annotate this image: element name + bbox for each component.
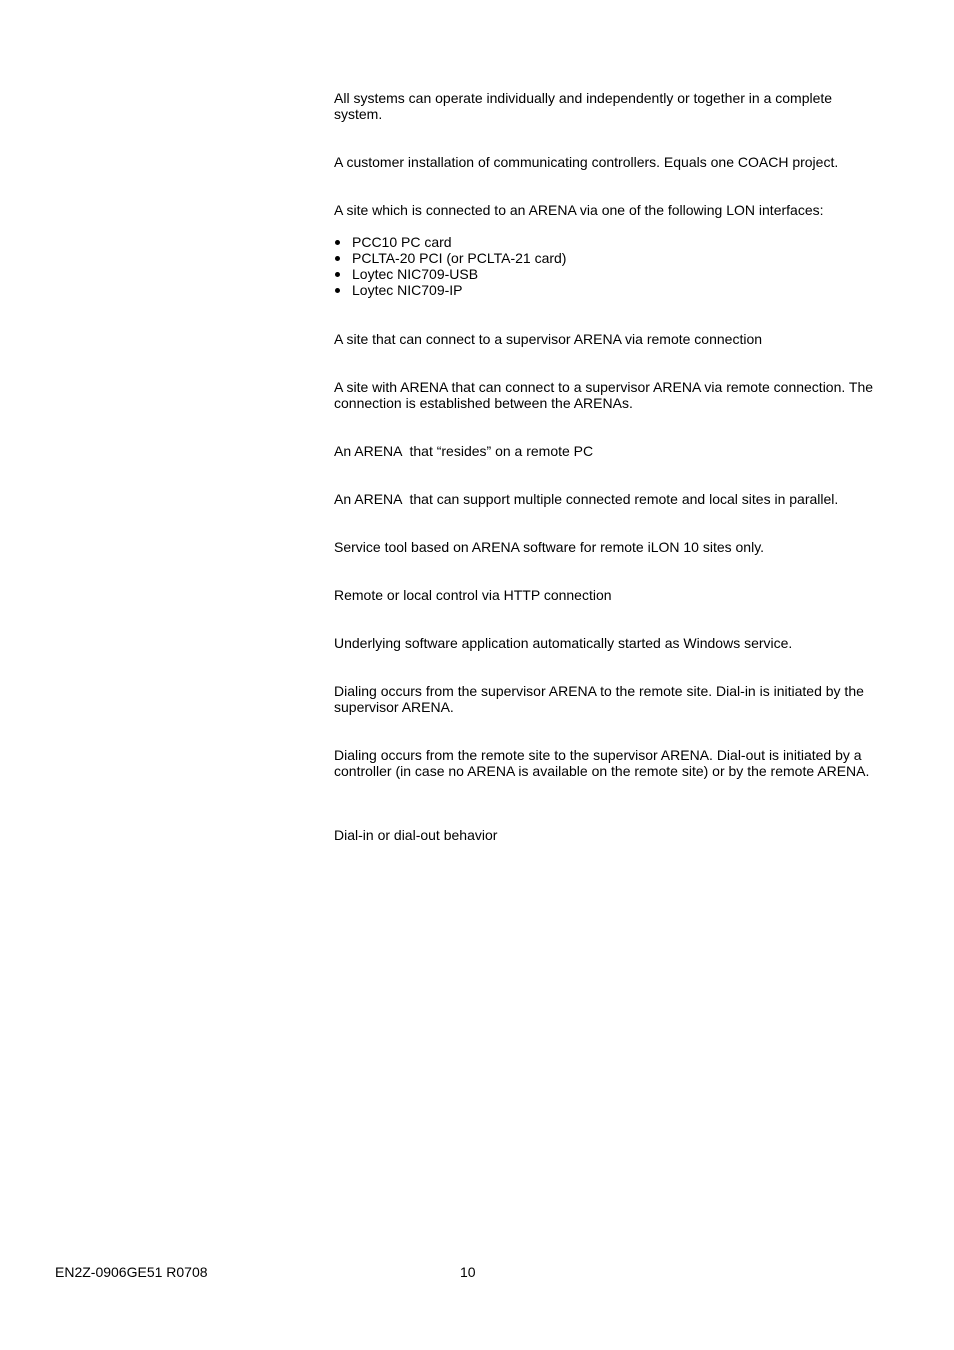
paragraph-system: All systems can operate individually and independently or together in a complete system. [334, 90, 833, 122]
paragraph-local-site: A site which is connected to an ARENA via one of the following LON interfaces: [334, 202, 824, 218]
paragraph-dial-out: Dialing occurs from the remote site to the supervisor ARENA. Dial-out is initiated by a controller (in case no ARENA is available on the remote site) or by the remote ARENA. [334, 747, 870, 779]
bullet-icon [335, 288, 340, 293]
document-code: EN2Z-0906GE51 R0708 [55, 1264, 208, 1280]
paragraph-service-tool: Service tool based on ARENA software for remote iLON 10 sites only. [334, 539, 765, 555]
paragraph-remote-site: A site that can connect to a supervisor ARENA via remote connection [334, 331, 763, 347]
paragraph-supervisor-arena: An ARENA that can support multiple connected remote and local sites in parallel. [334, 491, 839, 507]
page-number: 10 [460, 1264, 476, 1280]
list-item: PCC10 PC card [334, 234, 874, 250]
lon-interface-list [334, 234, 874, 298]
bullet-icon [335, 256, 340, 261]
list-item: Loytec NIC709-IP [334, 282, 874, 298]
paragraph-dialing-behavior: Dial-in or dial-out behavior [334, 827, 498, 843]
list-item: PCLTA-20 PCI (or PCLTA-21 card) [334, 250, 874, 266]
bullet-icon [335, 272, 340, 277]
paragraph-dial-in: Dialing occurs from the supervisor ARENA to the remote site. Dial-in is initiated by the supervisor ARENA. [334, 683, 864, 715]
paragraph-remote-arena: An ARENA that “resides” on a remote PC [334, 443, 594, 459]
list-item: Loytec NIC709-USB [334, 266, 874, 282]
bullet-icon [335, 240, 340, 245]
paragraph-remote-arena-site: A site with ARENA that can connect to a supervisor ARENA via remote connection. The connection is established between the ARENAs. [334, 379, 874, 411]
paragraph-http-control: Remote or local control via HTTP connection [334, 587, 612, 603]
paragraph-site: A customer installation of communicating controllers. Equals one COACH project. [334, 154, 839, 170]
paragraph-windows-service: Underlying software application automatically started as Windows service. [334, 635, 793, 651]
